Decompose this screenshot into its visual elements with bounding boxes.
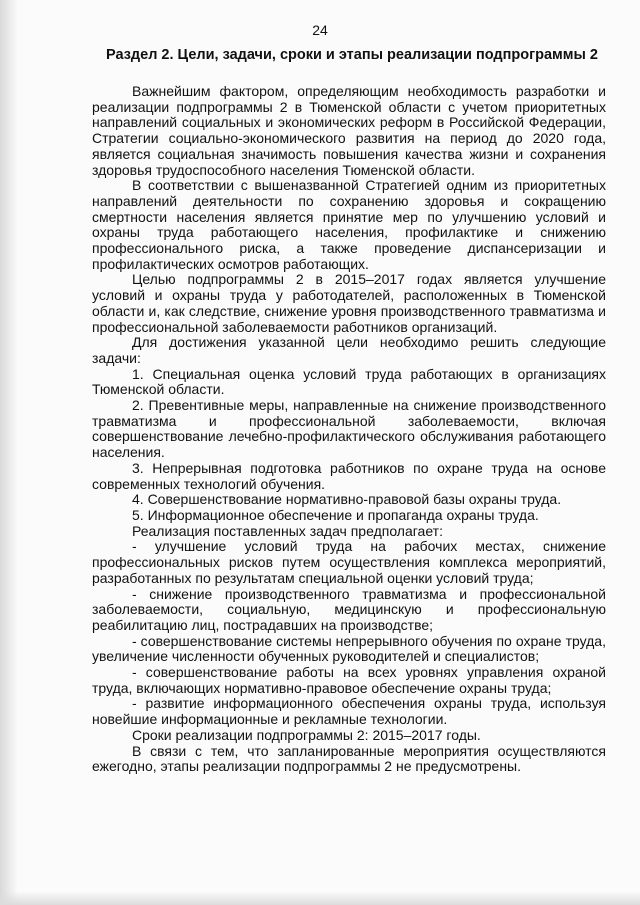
task-item: 1. Специальная оценка условий труда работающих в организациях Тюменской области. <box>92 365 606 398</box>
task-item: 4. Совершенствование нормативно-правовой базы охраны труда. <box>132 491 562 508</box>
task-item: 3. Непрерывная подготовка работников по охране труда на основе современных технологий обучения. <box>92 459 606 492</box>
scan-shadow-left <box>0 0 18 905</box>
bullet-item: - совершенствование системы непрерывного обучения по охране труда, увеличение численности обученных руководителей и специалистов; <box>92 632 606 665</box>
scan-shadow-bottom <box>0 891 640 905</box>
paragraph: В соответствии с вышеназванной Стратегией одним из приоритетных направлений деятельности по сохранению здоровья и сокращению смертности населения является принятие мер по улучшению условий и охраны труда работающего населения, профилактике и снижению профессионального риска, а также проведение диспансеризации и профилактических осмотров работающих. <box>92 177 606 272</box>
paragraph: Для достижения указанной цели необходимо решить следующие задачи: <box>92 334 606 366</box>
body-text <box>92 84 606 775</box>
task-item: 2. Превентивные меры, направленные на снижение производственного травматизма и профессиональной заболеваемости, включая совершенствование лечебно-профилактического обслуживания работающего населения. <box>92 397 606 461</box>
task-item: 5. Информационное обеспечение и пропаганда охраны труда. <box>132 506 539 523</box>
paragraph: Целью подпрограммы 2 в 2015–2017 годах является улучшение условий и охраны труда у работодателей, расположенных в Тюменской области и, как следствие, снижение уровня производственного травматизма и профессиональной заболеваемости работников организаций. <box>92 271 606 335</box>
paragraph: Сроки реализации подпрограммы 2: 2015–2017 годы. <box>132 726 481 743</box>
bullet-item: - развитие информационного обеспечения охраны труда, используя новейшие информационные и рекламные технологии. <box>92 695 606 728</box>
section-title: Раздел 2. Цели, задачи, сроки и этапы реализации подпрограммы 2 <box>106 47 598 63</box>
bullet-item: - совершенствование работы на всех уровнях управления охраной труда, включающих нормативно-правовое обеспечение охраны труда; <box>92 664 606 696</box>
paragraph: Важнейшим фактором, определяющим необходимость разработки и реализации подпрограммы 2 в Тюменской области с учетом приоритетных направлений социальных и экономических реформ в Российской Федерации, Стратегии социально-экономического развития на период до 2020 года, является социальная значимость повышения качества жизни и сохранения здоровья трудоспособного населения Тюменской области. <box>92 83 606 178</box>
bullet-item: - улучшение условий труда на рабочих местах, снижение профессиональных рисков путем осуществления комплекса мероприятий, разработанных по результатам специальной оценки условий труда; <box>92 538 606 586</box>
page-number: 24 <box>312 22 328 38</box>
bullet-item: - снижение производственного травматизма и профессиональной заболеваемости, социальную, медицинскую и профессиональную реабилитацию лиц, пострадавших на производстве; <box>92 585 606 633</box>
paragraph: Реализация поставленных задач предполагает: <box>132 522 443 539</box>
paragraph: В связи с тем, что запланированные мероприятия осуществляются ежегодно, этапы реализации подпрограммы 2 не предусмотрены. <box>92 742 606 775</box>
